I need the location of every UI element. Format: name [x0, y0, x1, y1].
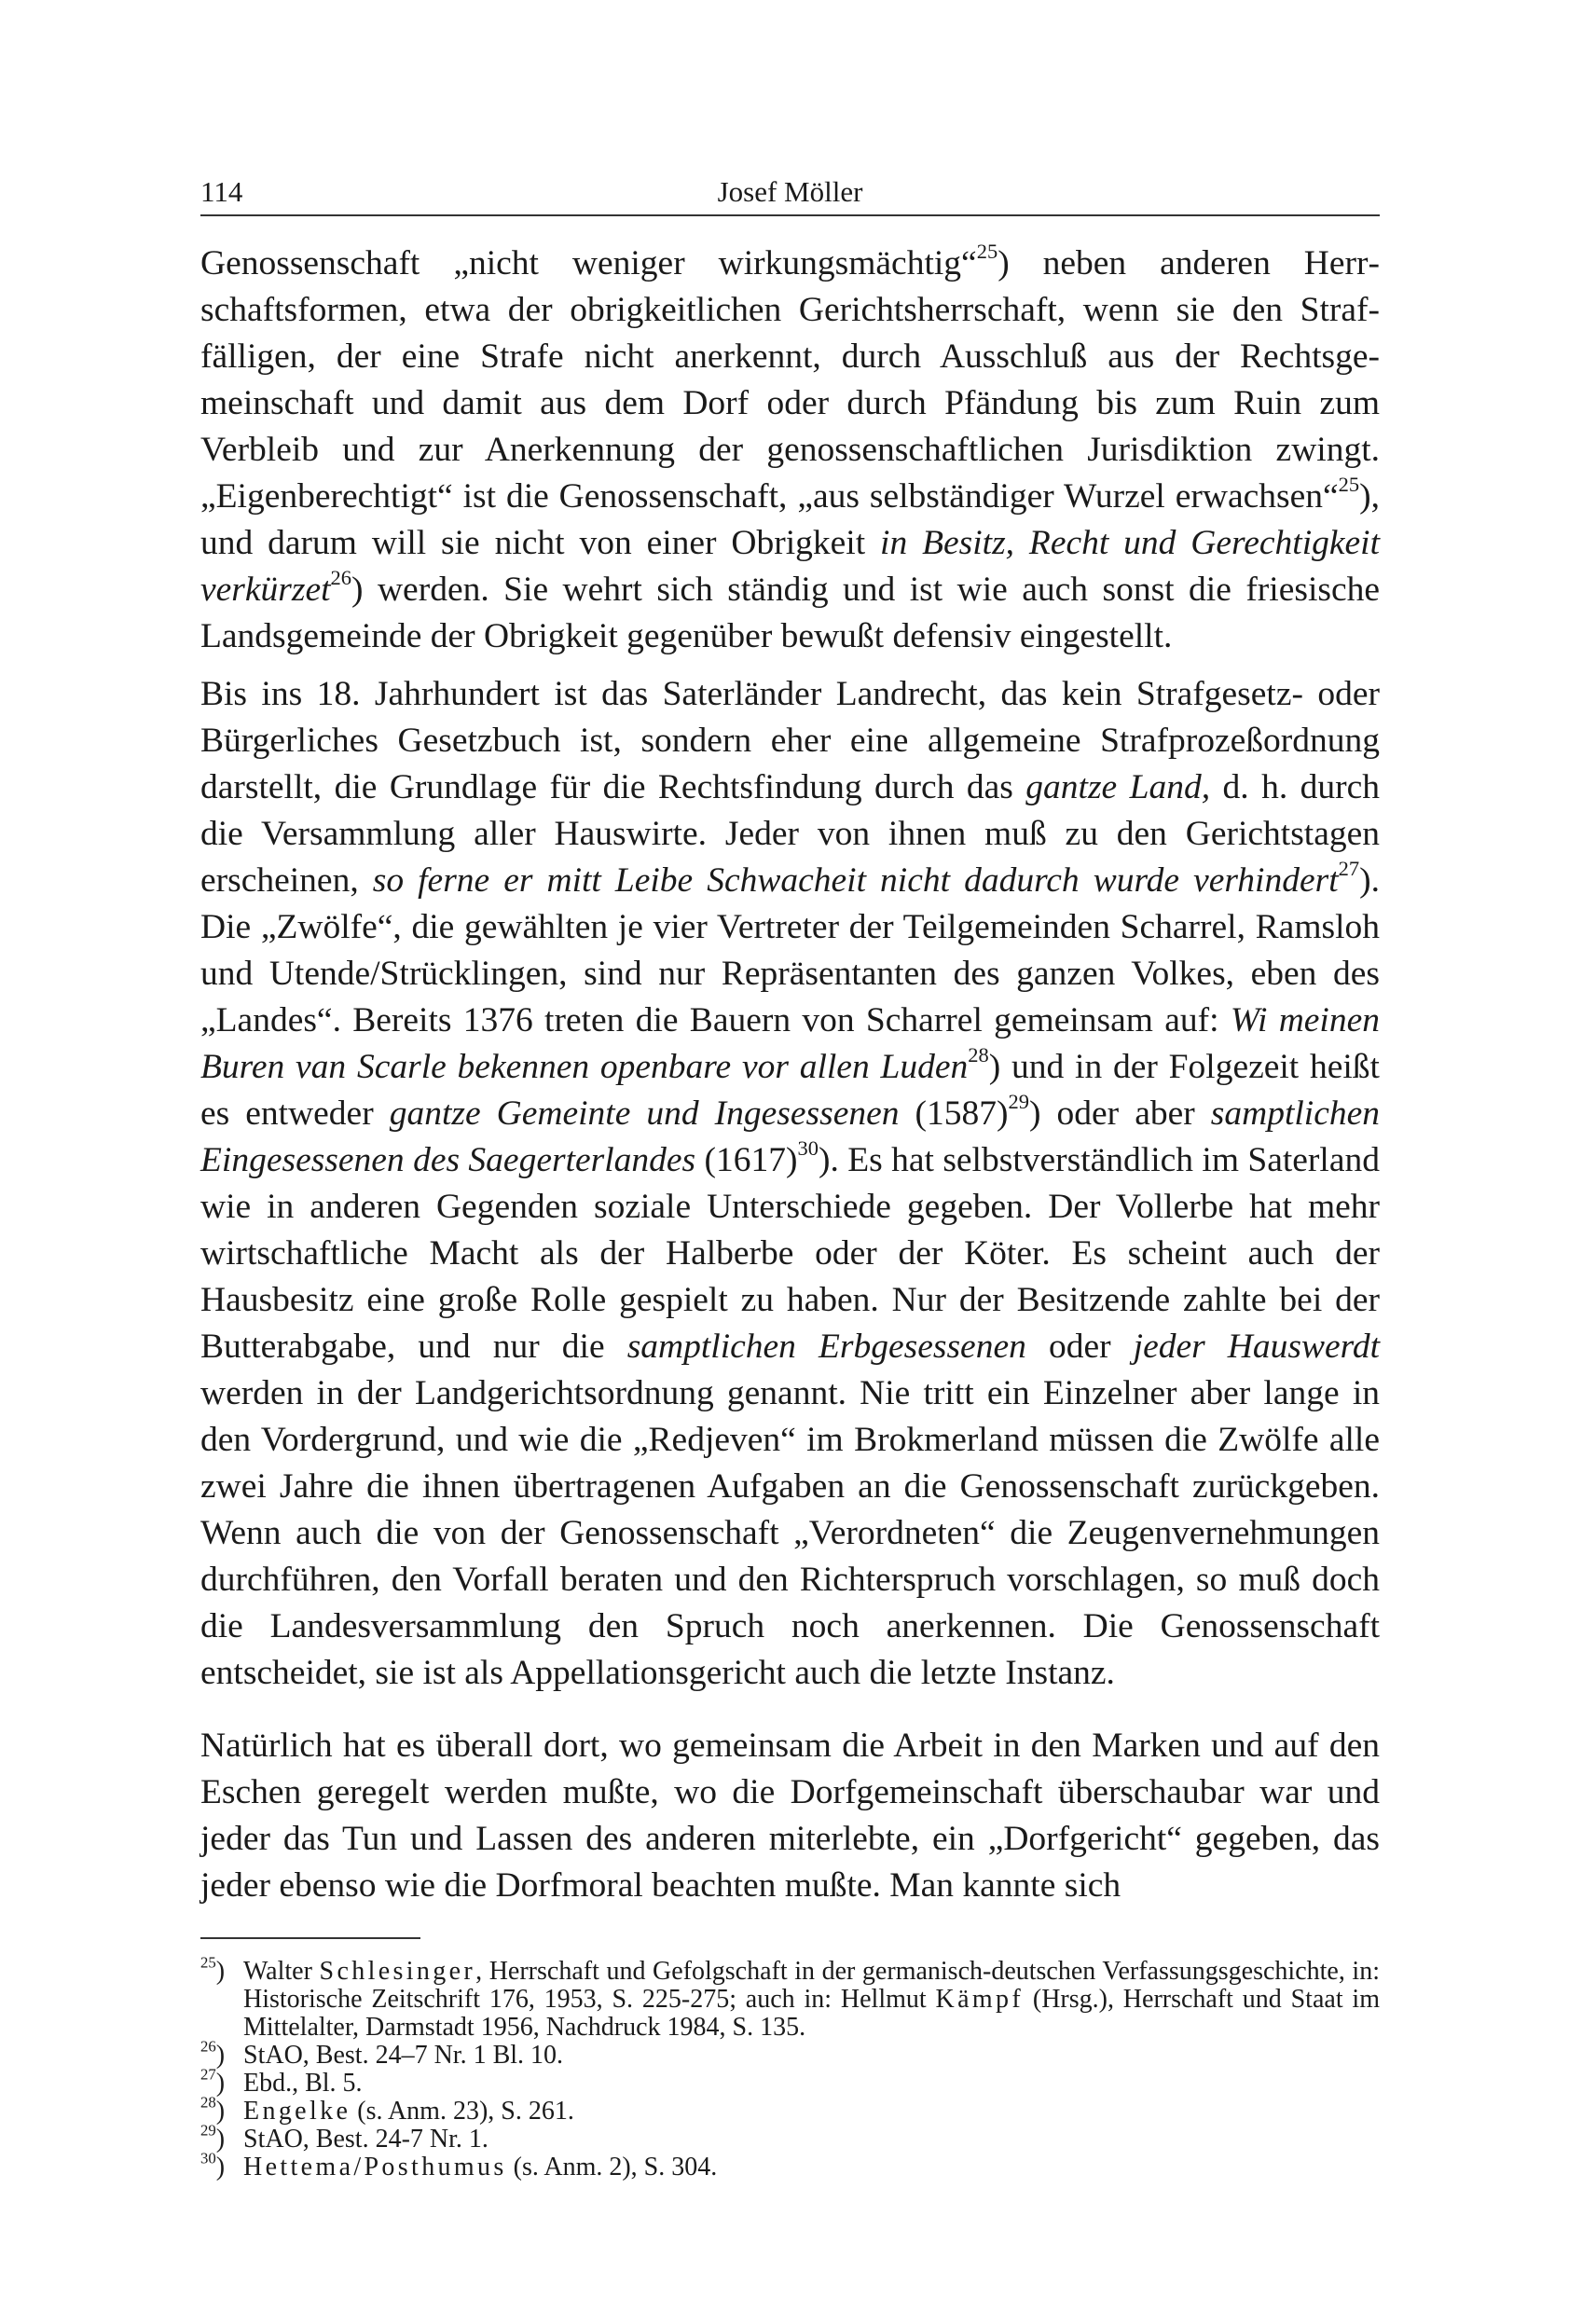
- footnote-number: 28: [200, 2093, 216, 2112]
- author-name: Kämpf: [935, 1985, 1025, 2014]
- footnote-ref: 28: [968, 1043, 989, 1067]
- footnote-ref: 25: [1338, 473, 1360, 497]
- body-text: [200, 241, 1380, 1909]
- text-run: Ebd., Bl. 5.: [243, 2069, 363, 2098]
- paragraph-3: [200, 1723, 1380, 1909]
- footnote-number: 26: [200, 2037, 216, 2056]
- footnote-number: 29: [200, 2121, 216, 2140]
- footnote-number: 27: [200, 2065, 216, 2084]
- text-run: ) werden. Sie wehrt sich ständig und ist wie auch sonst die friesische Landsgemeinde der Obrigkeit gegenüber bewußt defensiv eingestellt.: [200, 571, 1380, 655]
- author-name: Schlesinger: [319, 1957, 476, 1986]
- footnote-ref: 26: [330, 566, 352, 590]
- text-run: ). Es hat selbstverständlich im Saterland wie in anderen Gegenden soziale Unterschiede gegeben. Der Vollerbe hat mehr wirtschaftliche Macht als der Halberbe oder der Köter. Es scheint auch der Hausbesitz eine große Rolle gespielt zu haben. Nur der Besitzende zahlte bei der Butterabgabe, und nur die: [200, 1141, 1380, 1366]
- text-run: Genossenschaft „nicht weniger wirkungsmächtig“: [200, 244, 977, 282]
- text-run: (1617): [695, 1141, 798, 1179]
- footnote-30: [200, 2149, 1380, 2181]
- text-run: d. h. durch die Versammlung aller Hauswirte. Jeder von ihnen muß zu den Gerichtstagen erscheinen,: [200, 768, 1380, 900]
- footnote-mark: $^{28}$): [200, 2093, 226, 2126]
- quoted-source-text: samptlichen Eingesessenen des Saegerterlandes: [200, 1094, 1380, 1179]
- text-run: oder: [1025, 1328, 1134, 1366]
- footnote-separator: [200, 1937, 420, 1939]
- page: [200, 168, 1380, 2181]
- text-run: (1587): [899, 1094, 1009, 1133]
- footnote-29: [200, 2121, 1380, 2154]
- footnote-mark: $^{25}$): [200, 1953, 226, 1986]
- footnote-27: [200, 2065, 1380, 2098]
- running-head-author: Josef Möller: [717, 175, 863, 208]
- author-name: Engelke: [243, 2097, 351, 2126]
- text-run: werden in der Landgerichtsordnung genannt. Nie tritt ein Einzelner aber lange in den Vordergrund, und wie die „Redjeven“ im Brokmerland müssen die Zwölfe alle zwei Jahre die ihnen übertragenen Aufgaben an die Genossenschaft zurückgeben. Wenn auch die von der Genossenschaft „Verordneten“ die Zeugenvernehmungen durchführen, den Vorfall beraten und den Richterspruch vorschlagen, so muß doch die Landesversammlung den Spruch noch anerkennen. Die Genossenschaft entscheidet, sie ist als Appellationsgericht auch die letzte Instanz.: [200, 1374, 1380, 1692]
- text-run: StAO, Best. 24-7 Nr. 1.: [243, 2125, 488, 2154]
- footnote-number: 30: [200, 2149, 216, 2168]
- footnote-ref: 25: [976, 240, 998, 264]
- footnote-26: [200, 2037, 1380, 2070]
- quoted-source-text: jeder Hauswerdt: [1133, 1328, 1381, 1366]
- footnote-number: 25: [200, 1953, 216, 1972]
- footnotes: [200, 1953, 1380, 2181]
- text-run: ). Die „Zwölfe“, die gewählten je vier Vertreter der Teilgemeinden Scharrel, Ramsloh und Utende/Strücklingen, sind nur Repräsentanten des ganzen Volkes, eben des „Landes“. Bereits 1376 treten die Bauern von Scharrel gemeinsam auf:: [200, 861, 1381, 1039]
- footnote-25: [200, 1953, 1380, 2042]
- text-run: ) und in der Folgezeit heißt es entweder: [200, 1048, 1380, 1133]
- text-run: Bis ins 18. Jahrhundert ist das Saterländer Landrecht, das kein Strafgesetz- oder Bürgerliches Gesetzbuch ist, sondern eher eine allgemeine Strafprozeßordnung darstellt, die Grundlage für die Rechtsfindung durch das: [200, 675, 1380, 806]
- quoted-source-text: Wi meinen Buren van Scarle bekennen openbare vor allen Luden: [200, 1001, 1380, 1086]
- text-run: ), und darum will sie nicht von einer Obrigkeit: [200, 477, 1380, 562]
- page-number: 114: [200, 175, 243, 208]
- author-name: Hettema/Posthumus: [243, 2153, 507, 2181]
- text-run: (Hrsg.), Herrschaft und Staat im Mittelalter, Darmstadt 1956, Nachdruck 1984, S. 135.: [243, 1985, 1380, 2042]
- text-run: StAO, Best. 24–7 Nr. 1 Bl. 10.: [243, 2041, 564, 2070]
- text-run: ) neben anderen Herrschaftsformen, etwa der obrigkeitlichen Gerichtsherrschaft, wenn sie den Straffälligen, der eine Strafe nicht anerkennt, durch Ausschluß aus der Rechtsgemeinschaft und damit aus dem Dorf oder durch Pfändung bis zum Ruin zum Verbleib und zur Anerkennung der genossenschaftlichen Jurisdiktion zwingt. „Eigenberechtigt“ ist die Genossenschaft, „aus selbständiger Wurzel erwachsen“: [200, 244, 1380, 516]
- quoted-source-text: samptlichen Erbgesessenen: [626, 1328, 1026, 1366]
- text-run: Walter: [243, 1957, 320, 1986]
- footnote-28: [200, 2093, 1380, 2126]
- text-run: , Herrschaft und Gefolgschaft in der germanisch-deutschen Verfassungsgeschichte, in: Historische Zeitschrift 176, 1953, S. 225-275; auch in: Hellmut: [243, 1957, 1380, 2014]
- paragraph-1: [200, 241, 1380, 660]
- footnote-ref: 30: [797, 1136, 819, 1161]
- text-run: (s. Anm. 2), S. 304.: [506, 2153, 718, 2181]
- paragraph-2: [200, 671, 1380, 1697]
- footnote-ref: 29: [1008, 1090, 1030, 1114]
- footnote-mark: $^{30}$): [200, 2149, 226, 2181]
- text-run: Natürlich hat es überall dort, wo gemeinsam die Arbeit in den Marken und auf den Eschen geregelt werden mußte, wo die Dorfgemeinschaft überschaubar war und jeder das Tun und Lassen des anderen miterlebte, ein „Dorfgericht“ gegeben, das jeder ebenso wie die Dorfmoral beachten mußte. Man kannte sich: [200, 1727, 1380, 1905]
- quoted-source-text: gantze Land,: [1025, 768, 1211, 806]
- text-run: ) oder aber: [1029, 1094, 1211, 1133]
- quoted-source-text: in Besitz, Recht und Gerechtigkeit verkürzet: [200, 524, 1380, 609]
- running-head: [200, 168, 1380, 216]
- footnote-ref: 27: [1338, 857, 1360, 881]
- quoted-source-text: so ferne er mitt Leibe Schwacheit nicht dadurch wurde verhindert: [372, 861, 1339, 900]
- footnote-mark: $^{26}$): [200, 2037, 226, 2070]
- footnote-mark: $^{27}$): [200, 2065, 226, 2098]
- footnote-mark: $^{29}$): [200, 2121, 226, 2154]
- text-run: (s. Anm. 23), S. 261.: [351, 2097, 574, 2126]
- quoted-source-text: gantze Gemeinte und Ingesessenen: [389, 1094, 900, 1133]
